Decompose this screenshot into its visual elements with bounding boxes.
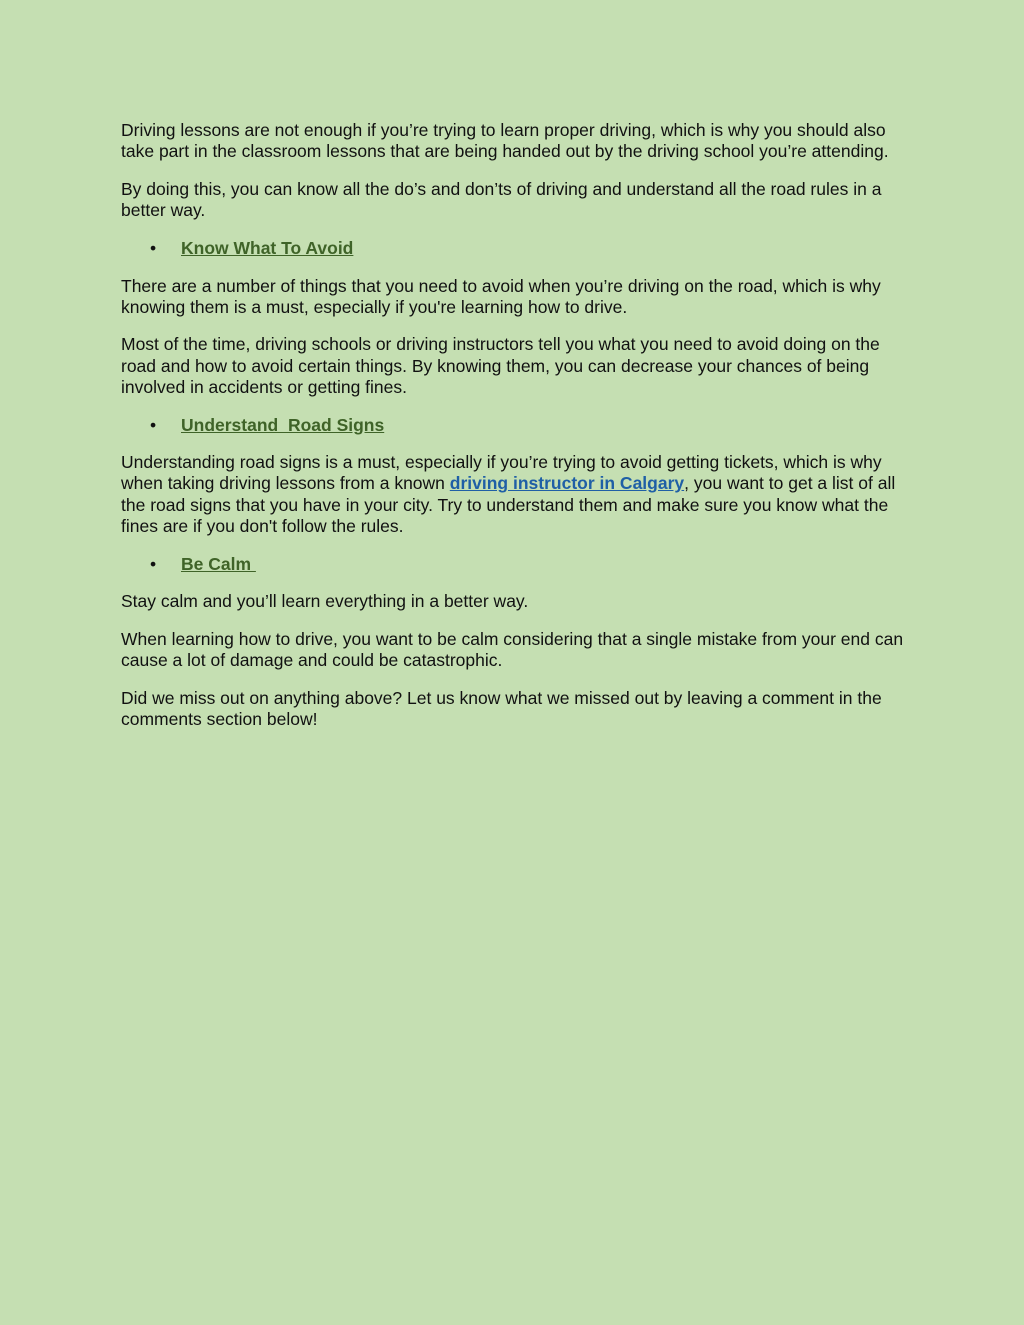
bullet-item-road-signs [121,415,911,436]
paragraph-instructors: Most of the time, driving schools or driving instructors tell you what you need to avoid doing on the road and how to avoid certain things. By knowing them, you can decrease your chances of being involved in accidents or getting fines. [121,334,880,397]
paragraph-calm-learning: When learning how to drive, you want to be calm considering that a single mistake from your end can cause a lot of damage and could be catastrophic. [121,628,904,671]
document-page [121,120,911,747]
paragraph-classroom: By doing this, you can know all the do’s and don’ts of driving and understand all the road rules in a better way. [121,178,882,221]
paragraph-road-signs [121,452,911,537]
road-signs-text-before: Understanding road signs is a must, especially if you’re trying to avoid getting tickets, which is why when taking driving lessons from a known [121,452,882,494]
heading-link-be-calm[interactable]: Be Calm [181,553,256,574]
paragraph-stay-calm: Stay calm and you’ll learn everything in a better way. [121,591,529,612]
link-driving-instructor-calgary[interactable]: driving instructor in Calgary [449,473,685,494]
bullet-item-avoid [121,238,911,259]
paragraph-intro: Driving lessons are not enough if you’re trying to learn proper driving, which is why you should also take part in the classroom lessons that are being handed out by the driving school you’re attending. [121,120,889,162]
heading-link-know-what-to-avoid[interactable]: Know What To Avoid [181,237,354,258]
bullet-item-be-calm [121,554,911,575]
paragraph-things-to-avoid: There are a number of things that you need to avoid when you’re driving on the road, which is why knowing them is a must, especially if you're learning how to drive. [121,275,881,317]
bullet-dot: • [150,414,157,435]
paragraph-closing: Did we miss out on anything above? Let us know what we missed out by leaving a comment in the comments section below! [121,687,882,730]
road-signs-text-after: , you want to get a list of all the road signs that you have in your city. Try to understand them and make sure you know what the fines are if you don't follow the rules. [121,473,896,536]
bullet-dot: • [150,553,157,574]
bullet-dot: • [150,237,157,258]
heading-link-understand-road-signs[interactable]: Understand Road Signs [181,414,385,435]
